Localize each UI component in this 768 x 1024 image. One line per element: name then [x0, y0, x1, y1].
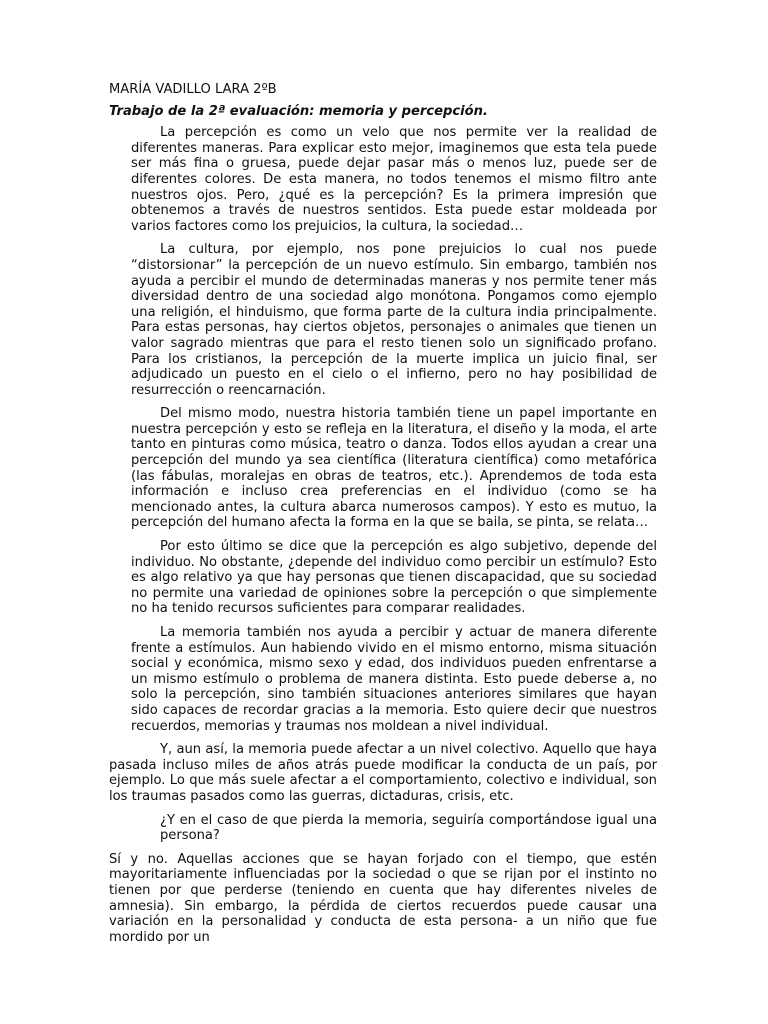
document-page: [109, 82, 657, 953]
paragraph-memory: La memoria también nos ayuda a percibir y actuar de manera diferente frente a estímulos. Aun habiendo vivido en el mismo entorno, misma situación social y económica, mismo sexo y edad, dos individuos pueden enfrentarse a un mismo estímulo o problema de manera distinta. Esto puede deberse a, no solo la percepción, sino también situaciones anteriores similares que hayan sido capaces de recordar gracias a la memoria. Esto quiere decir que nuestros recuerdos, memorias y traumas nos moldean a nivel individual.: [131, 625, 657, 734]
author-line: MARÍA VADILLO LARA 2ºB: [109, 82, 277, 97]
paragraph-answer: Sí y no. Aquellas acciones que se hayan forjado con el tiempo, que estén mayoritariamente influenciadas por la sociedad o que se rijan por el instinto no tienen por que perderse (teniendo en cuenta que hay diferentes niveles de amnesia). Sin embargo, la pérdida de ciertos recuerdos puede causar una variación en la personalidad y conducta de esta persona- a un niño que fue mordido por un: [109, 851, 657, 945]
document-title: Trabajo de la 2ª evaluación: memoria y percepción.: [109, 103, 488, 119]
paragraph-culture: La cultura, por ejemplo, nos pone prejuicios lo cual nos puede “distorsionar” la percepción de un nuevo estímulo. Sin embargo, también nos ayuda a percibir el mundo de determinadas maneras y nos permite tener más diversidad dentro de una sociedad algo monótona. Pongamos como ejemplo una religión, el hinduismo, que forma parte de la cultura india principalmente. Para estas personas, hay ciertos objetos, personajes o animales que tienen un valor sagrado mientras que para el resto tienen solo un significado profano. Para los cristianos, la percepción de la muerte implica un juicio final, ser adjudicado un puesto en el cielo o el infierno, pero no hay posibilidad de resurrección o reencarnación.: [131, 242, 657, 398]
paragraph-history: Del mismo modo, nuestra historia también tiene un papel importante en nuestra percepción y esto se refleja en la literatura, el diseño y la moda, el arte tanto en pinturas como música, teatro o danza. Todos ellos ayudan a crear una percepción del mundo ya sea científica (literatura científica) como metafórica (las fábulas, moralejas en obras de teatros, etc.). Aprendemos de toda esta información e incluso crea preferencias en el individuo (como se ha mencionado antes, la cultura abarca numerosos campos). Y esto es mutuo, la percepción del humano afecta la forma en la que se baila, se pinta, se relata…: [131, 406, 657, 531]
paragraph-collective: Y, aun así, la memoria puede afectar a un nivel colectivo. Aquello que haya pasada incluso miles de años atrás puede modificar la conducta de un país, por ejemplo. Lo que más suele afectar a el comportamiento, colectivo e individual, son los traumas pasados como las guerras, dictaduras, crisis, etc.: [109, 742, 657, 804]
paragraph-perception: La percepción es como un velo que nos permite ver la realidad de diferentes maneras. Para explicar esto mejor, imaginemos que esta tela puede ser más fina o gruesa, puede dejar pasar más o menos luz, puede ser de diferentes colores. De esta manera, no todos tenemos el mismo filtro ante nuestros ojos. Pero, ¿qué es la percepción? Es la primera impresión que obtenemos a través de nuestros sentidos. Esta puede estar moldeada por varios factores como los prejuicios, la cultura, la sociedad…: [131, 125, 657, 234]
paragraph-subjective: Por esto último se dice que la percepción es algo subjetivo, depende del individuo. No obstante, ¿depende del individuo como percibir un estímulo? Esto es algo relativo ya que hay personas que tienen discapacidad, que su sociedad no permite una variedad de opiniones sobre la percepción o que simplemente no ha tenido recursos suficientes para comparar realidades.: [131, 539, 657, 617]
question-paragraph: ¿Y en el caso de que pierda la memoria, seguiría comportándose igual una persona?: [160, 812, 657, 844]
